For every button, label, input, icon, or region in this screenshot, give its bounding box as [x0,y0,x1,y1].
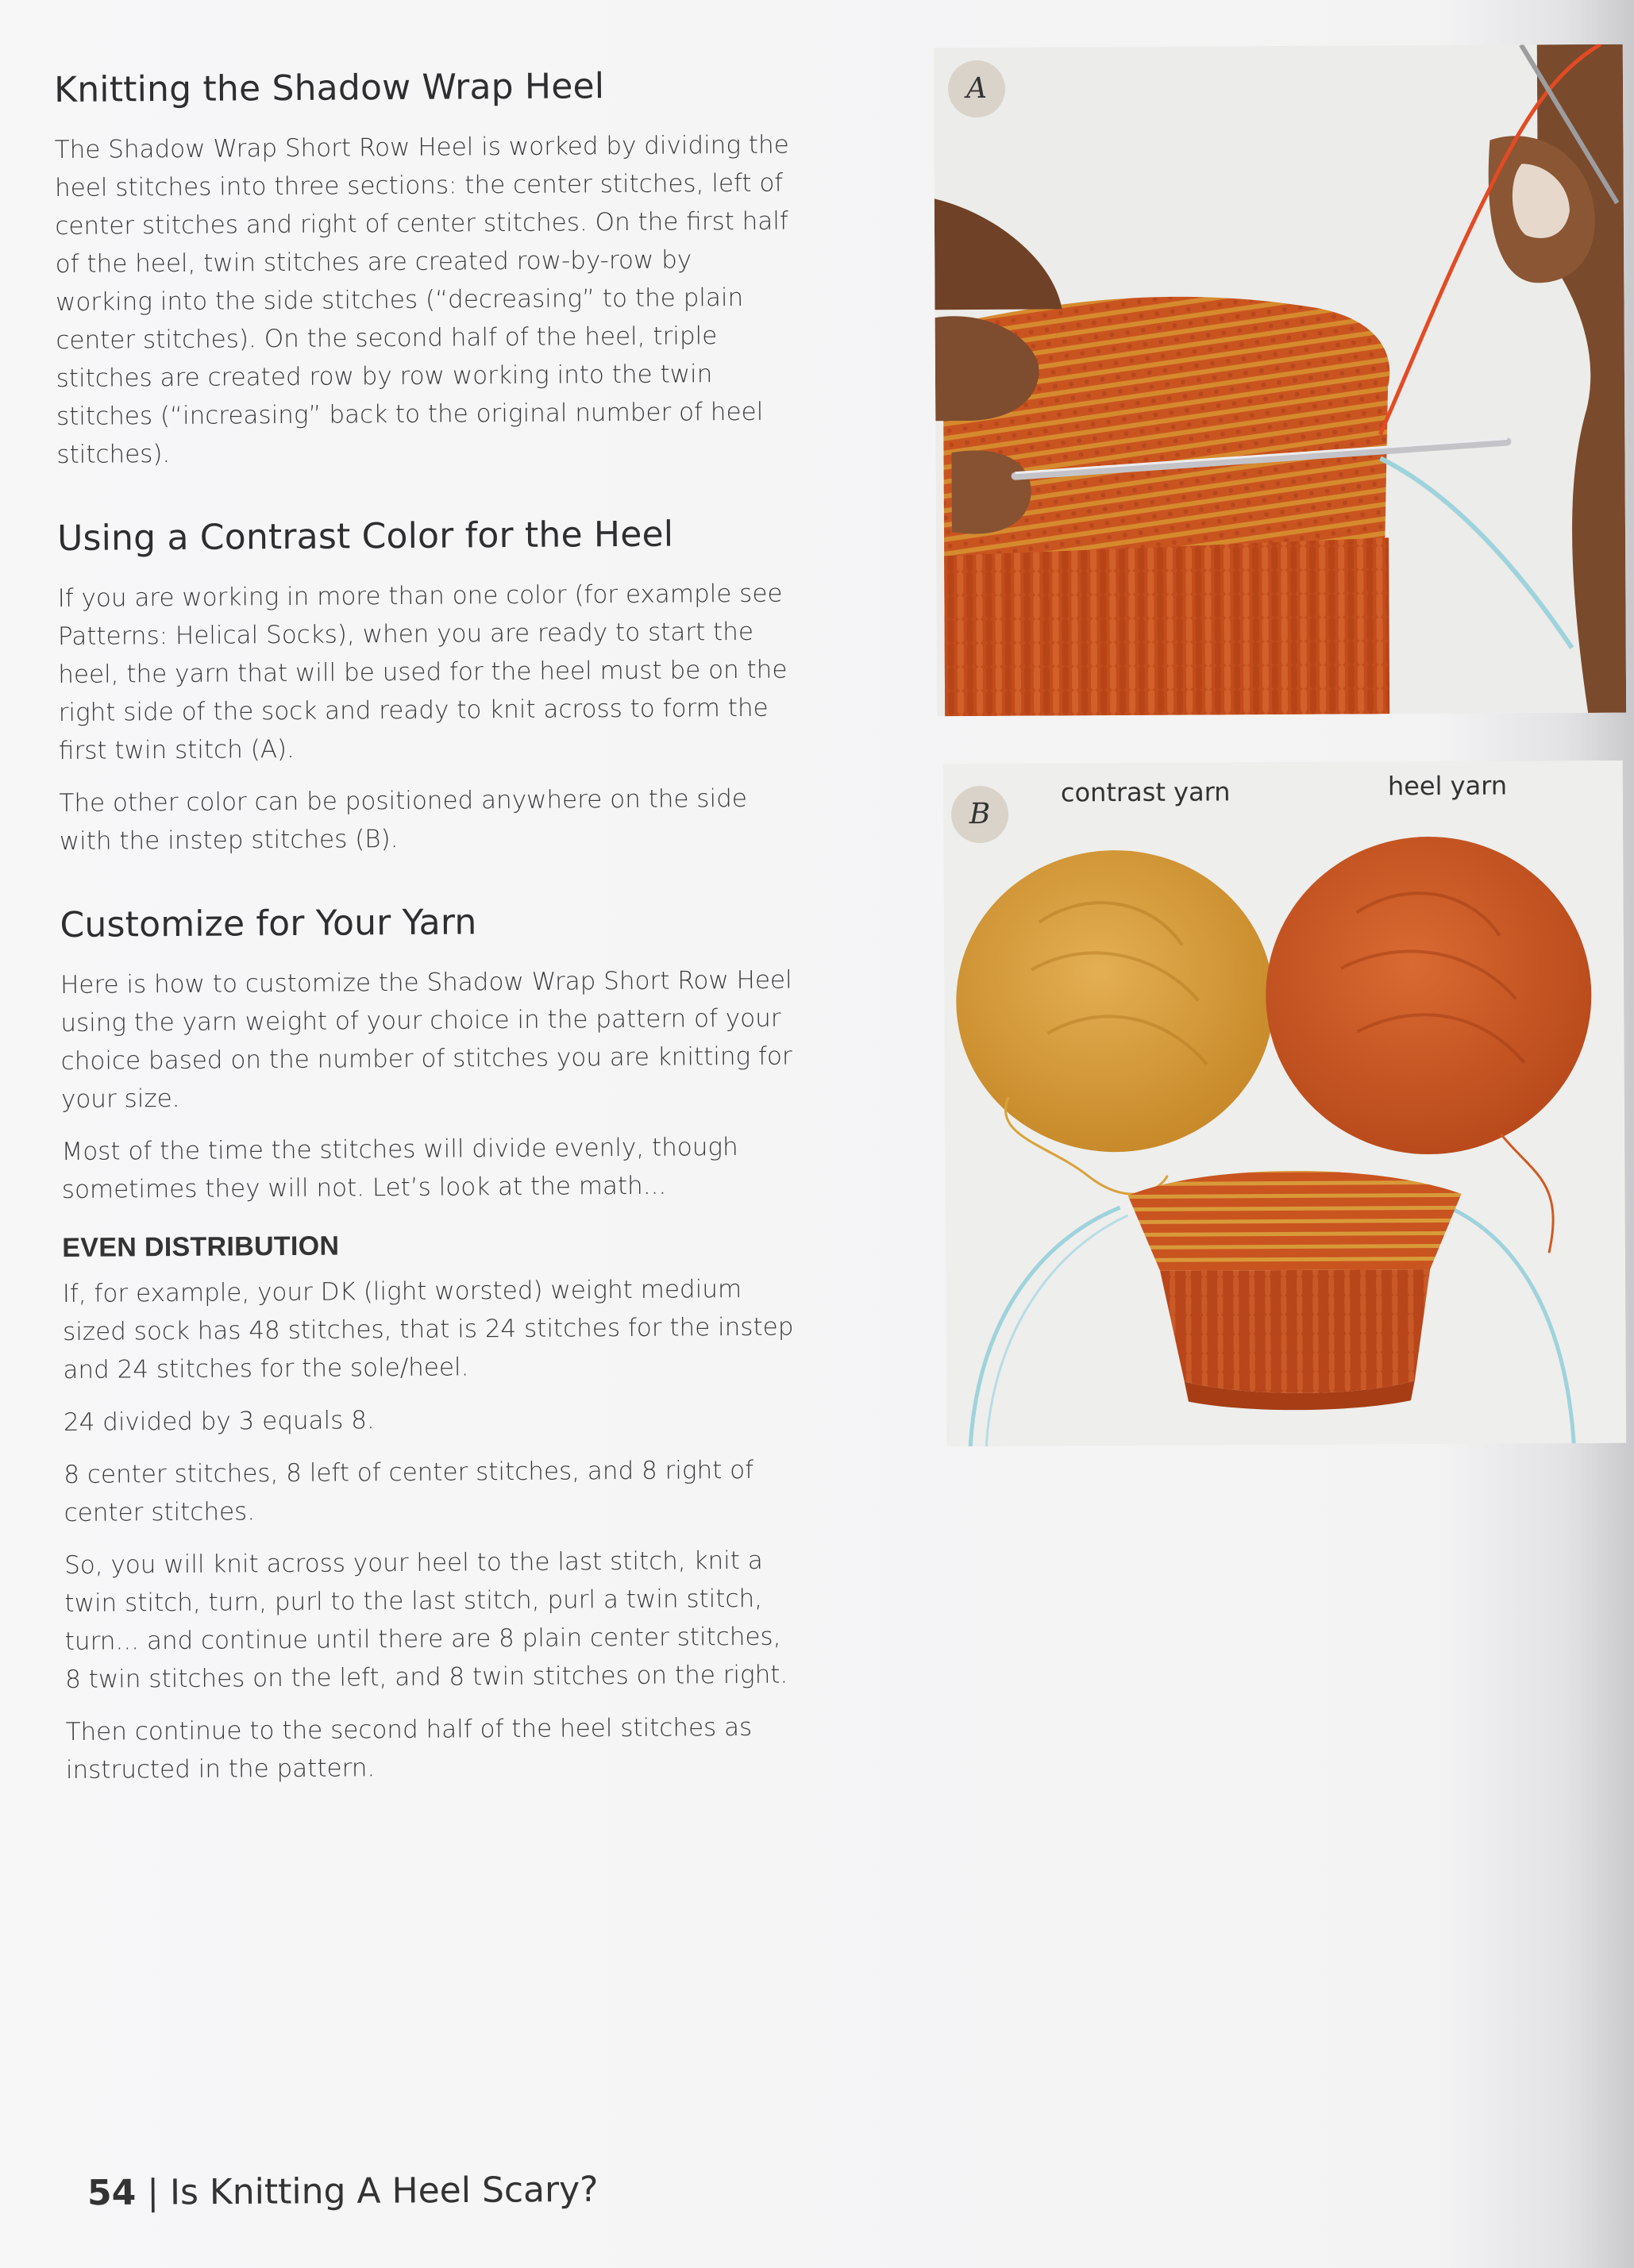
label-contrast-yarn: contrast yarn [1060,776,1231,808]
chapter-title: Is Knitting A Heel Scary? [169,2169,599,2213]
heading-customize: Customize for Your Yarn [60,902,477,945]
paragraph: Then continue to the second half of the heel stitches as instructed in the pattern. [65,1712,753,1785]
paragraph: The other color can be positioned anywhere on the side with the instep stitches (B). [59,784,748,856]
paragraph: If you are working in more than one color (for example see Patterns: Helical Socks), when you are ready to start the heel, the yarn that will be used for the heel must be on the right side of the sock and ready to knit across to form the first twin stitch (A). [57,579,788,765]
figure-badge-b: B [951,786,1008,843]
section-customize [60,899,804,1789]
paragraph: 8 center stitches, 8 left of center stitches, and 8 right of center stitches. [64,1455,754,1527]
photo-a-illustration [934,44,1626,717]
heading-contrast-color: Using a Contrast Color for the Heel [56,514,674,559]
section-contrast-color [57,513,798,860]
photo-b-illustration [943,760,1626,1446]
paragraph: 24 divided by 3 equals 8. [63,1406,375,1437]
heading-shadow-wrap: Knitting the Shadow Wrap Heel [54,66,605,110]
label-heel-yarn: heel yarn [1387,770,1508,802]
paragraph: Here is how to customize the Shadow Wrap Short Row Heel using the yarn weight of your choice in the pattern of your choice based on the number of stitches you are knitting for your size. [60,965,792,1114]
photo-b [943,760,1626,1446]
text-column [54,65,804,1824]
page-number: 54 [87,2172,137,2214]
paragraph: If, for example, your DK (light worsted) weight medium sized sock has 48 stitches, that is 24 stitches for the instep and 24 stitches for the sole/heel. [62,1274,794,1384]
figure-badge-a: A [948,60,1005,117]
page-footer [87,2170,599,2213]
paragraph: Most of the time the stitches will divide evenly, though sometimes they will not. Let’s look at the math... [61,1133,738,1204]
paragraph: The Shadow Wrap Short Row Heel is worked by dividing the heel stitches into three sections: the center stitches, left of center stitches and right of center stitches. On the first half of the heel, twin stitches are created row-by-row by working into the side stitches (“decreasing” to the plain center stitches). On the second half of the heel, triple stitches are created row by row working into the twin stitches (“increasing” back to the original number of heel stitches). [54,130,789,469]
subheading-even-distribution: EVEN DISTRIBUTION [62,1230,340,1263]
photo-a [934,44,1626,717]
section-shadow-wrap [54,65,796,474]
paragraph: So, you will knit across your heel to the last stitch, knit a twin stitch, turn, purl to the last stitch, purl a twin stitch, turn... and continue until there are 8 plain center stitches, 8 twin stitches on the left, and 8 twin stitches on the right. [64,1546,788,1694]
footer-separator: | [147,2172,160,2213]
